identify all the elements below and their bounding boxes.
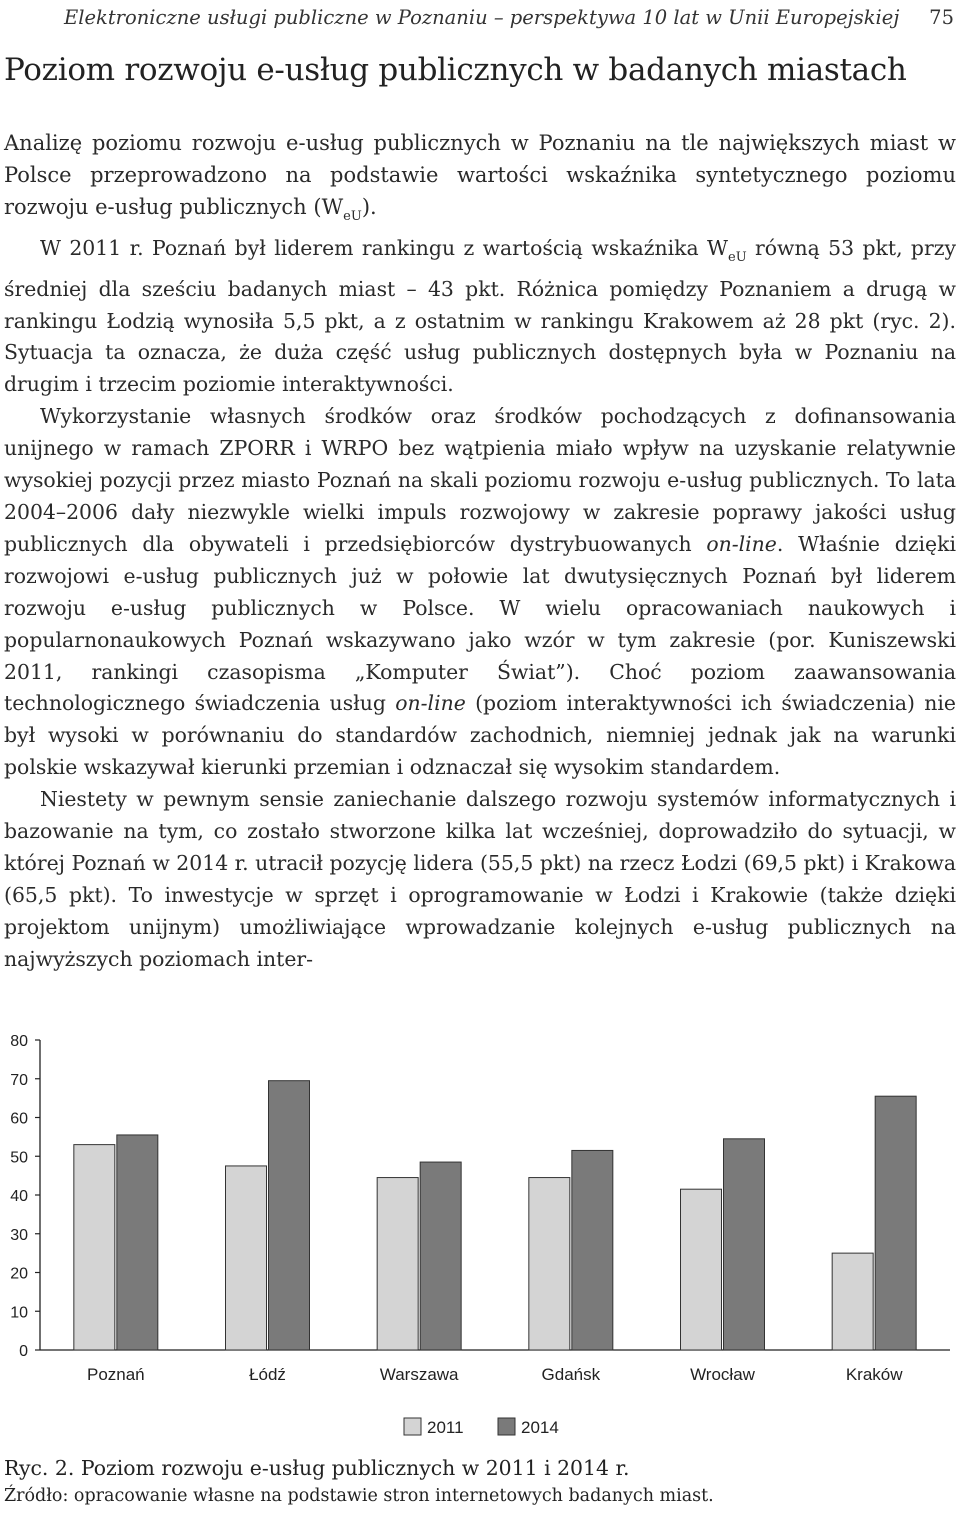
paragraph-1-end: ). xyxy=(361,194,377,219)
legend-swatch xyxy=(404,1418,421,1435)
running-header xyxy=(0,0,960,30)
paragraph-3-end: (poziom interaktywności ich świadczenia) nie był wysoki w porównaniu do standardów zachodnich, niemniej jednak jak na warunki polskie wskazywał kierunki przemian i odznaczał się wysokim standardem. xyxy=(4,691,957,780)
paragraph-2-rest: równą 53 pkt, przy średniej dla sześciu badanych miast – 43 pkt. Różnica pomiędzy Poznaniem a drugą w rankingu Łodzią wynosiła 5,5 pkt, a z ostatnim w rankingu Krakowem aż 28 pkt (ryc. 2). Sytuacja ta oznacza, że duża część usług publicznych dostępnych była w Poznaniu na drugim i trzecim poziomie interaktywności. xyxy=(4,235,956,397)
bar-2014 xyxy=(420,1162,461,1350)
weu-subscript: eU xyxy=(728,249,747,265)
legend-swatch xyxy=(498,1418,515,1435)
y-tick-label: 10 xyxy=(10,1304,28,1322)
bar-chart xyxy=(0,1020,960,1450)
bar-2011 xyxy=(226,1166,267,1350)
paragraph-2 xyxy=(4,233,956,402)
x-tick-label: Łódź xyxy=(249,1365,286,1384)
paragraph-1 xyxy=(4,128,956,233)
online-term: on-line xyxy=(395,691,466,716)
section-title: Poziom rozwoju e-usług publicznych w badanych miastach xyxy=(4,52,907,88)
bar-2011 xyxy=(832,1253,873,1350)
x-tick-label: Gdańsk xyxy=(541,1365,601,1384)
page-number: 75 xyxy=(929,6,954,29)
x-tick-label: Poznań xyxy=(86,1365,145,1384)
y-tick-label: 80 xyxy=(10,1033,28,1050)
x-tick-label: Warszawa xyxy=(379,1365,459,1384)
bar-2014 xyxy=(875,1096,916,1350)
paragraph-3-mid: . Właśnie dzięki rozwojowi e-usług publicznych już w połowie lat dwutysięcznych Poznań był liderem rozwoju e-usług publicznych w Polsce. W wielu opracowaniach naukowych i popularnonaukowych Poznań wskazywano jako wzór w tym zakresie (por. Kuniszewski 2011, rankingi czasopisma „Komputer Świat”). Choć poziom zaawansowania technologicznego świadczenia usług xyxy=(4,531,957,716)
bar-2014 xyxy=(117,1135,158,1350)
paragraph-3 xyxy=(4,401,956,784)
bar-2011 xyxy=(529,1178,570,1350)
y-tick-label: 30 xyxy=(10,1226,28,1244)
paragraph-1-text: Analizę poziomu rozwoju e-usług publicznych w Poznaniu na tle największych miast w Polsce przeprowadzono na podstawie wartości wskaźnika syntetycznego poziomu rozwoju e-usług publicznych (W xyxy=(4,131,956,219)
y-tick-label: 70 xyxy=(10,1071,28,1089)
legend-label: 2011 xyxy=(427,1418,464,1437)
online-term: on-line xyxy=(706,531,777,556)
bar-chart-svg xyxy=(0,1020,960,1450)
bar-2014 xyxy=(572,1150,613,1350)
running-title: Elektroniczne usługi publiczne w Poznaniu – perspektywa 10 lat w Unii Europejskiej xyxy=(64,6,900,29)
x-tick-label: Wrocław xyxy=(690,1365,755,1384)
bar-2011 xyxy=(74,1145,115,1350)
bar-2011 xyxy=(377,1178,418,1350)
x-tick-label: Kraków xyxy=(845,1365,903,1384)
y-tick-label: 40 xyxy=(10,1188,28,1205)
paragraph-4: Niestety w pewnym sensie zaniechanie dalszego rozwoju systemów informatycznych i bazowanie na tym, co zostało stworzone kilka lat wcześniej, doprowadziło do sytuacji, w której Poznań w 2014 r. utracił pozycję lidera (55,5 pkt) na rzecz Łodzi (69,5 pkt) i Krakowa (65,5 pkt). To inwestycje w sprzęt i oprogramowanie w Łodzi i Krakowie (także dzięki projektom unijnym) umożliwiające wprowadzanie kolejnych e-usług publicznych na najwyższych poziomach inter- xyxy=(4,787,956,971)
legend-label: 2014 xyxy=(521,1418,559,1437)
paragraph-2-text: W 2011 r. Poznań był liderem rankingu z wartością wskaźnika W xyxy=(40,235,728,260)
y-tick-label: 60 xyxy=(10,1110,28,1128)
y-tick-label: 20 xyxy=(10,1265,28,1283)
y-tick-label: 0 xyxy=(19,1343,28,1360)
bar-2014 xyxy=(724,1139,765,1350)
bar-2014 xyxy=(269,1081,310,1350)
body-text xyxy=(4,128,956,976)
weu-subscript: eU xyxy=(343,208,362,224)
figure-source: Źródło: opracowanie własne na podstawie stron internetowych badanych miast. xyxy=(4,1486,714,1506)
bar-2011 xyxy=(681,1189,722,1350)
figure-caption: Ryc. 2. Poziom rozwoju e-usług publicznych w 2011 i 2014 r. xyxy=(4,1456,630,1480)
y-tick-label: 50 xyxy=(10,1149,28,1167)
paragraph-3-text: Wykorzystanie własnych środków oraz środków pochodzących z dofinansowania unijnego w ramach ZPORR i WRPO bez wątpienia miało wpływ na uzyskanie relatywnie wysokiej pozycji przez miasto Poznań na skali poziomu rozwoju e-usług publicznych. To lata 2004–2006 dały niezwykle wielki impuls rozwojowy w zakresie poprawy jakości usług publicznych dla obywateli i przedsiębiorców dystrybuowanych xyxy=(4,404,956,556)
